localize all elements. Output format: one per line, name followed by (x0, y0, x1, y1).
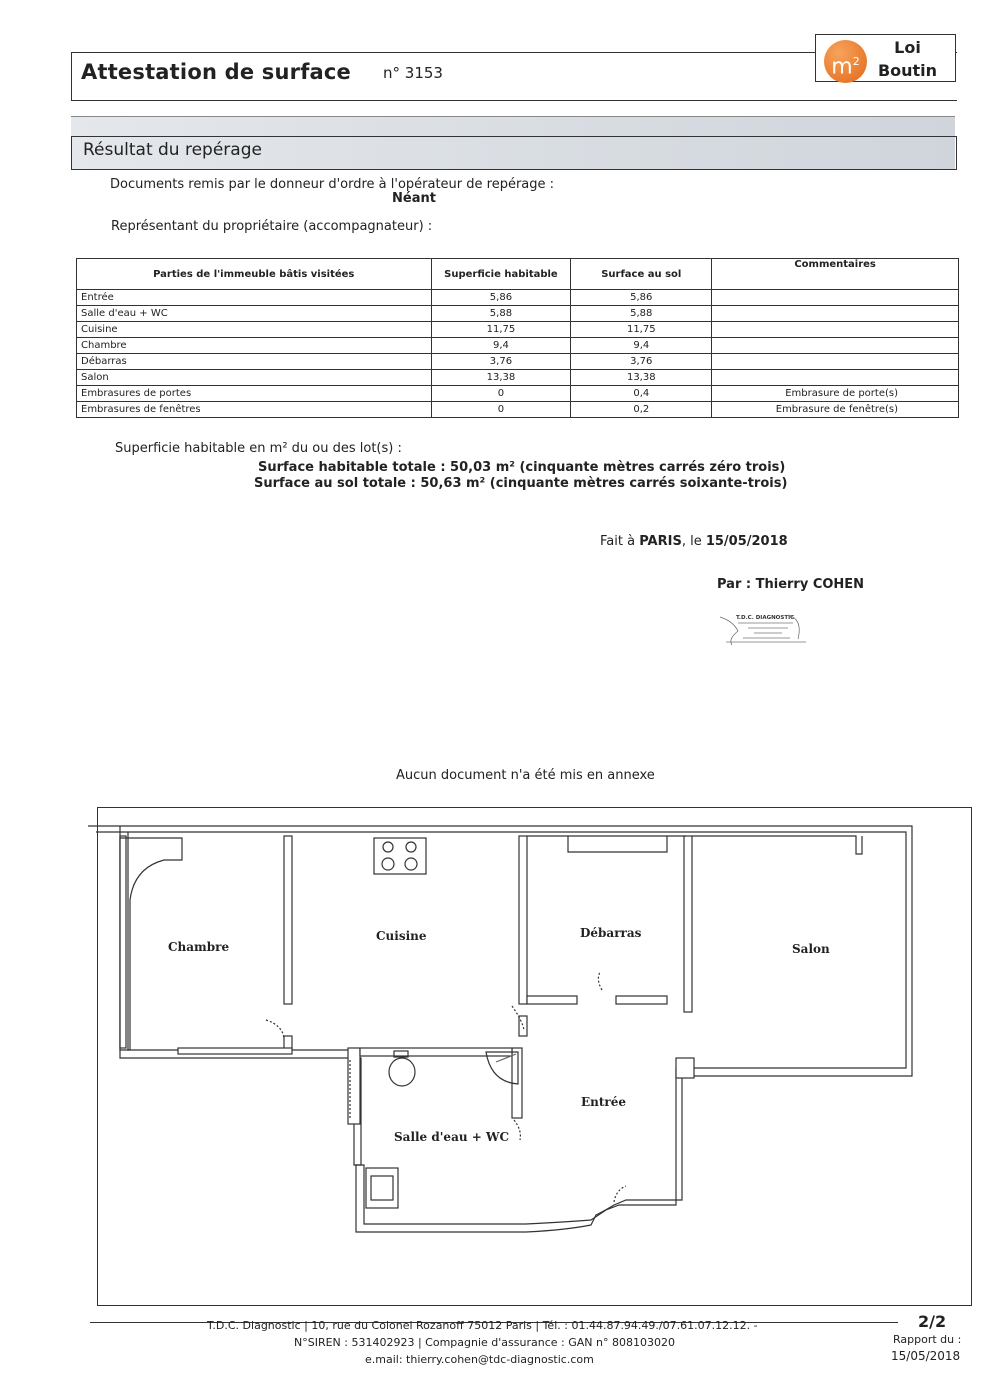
column-header: Commentaires (712, 259, 959, 290)
signature-stamp (718, 609, 808, 649)
footer-siren: N°SIREN : 531402923 | Compagnie d'assurance : GAN n° 808103020 (294, 1336, 675, 1349)
page-number: 2/2 (918, 1312, 947, 1331)
table-cell (712, 354, 959, 370)
stamp-title: T.D.C. DIAGNOSTIC (736, 615, 795, 621)
table-cell: 3,76 (571, 354, 712, 370)
table-cell: 0 (431, 402, 571, 418)
table-row (77, 370, 959, 386)
table-row (77, 306, 959, 322)
total-sol: Surface au sol totale : 50,63 m² (cinquante mètres carrés soixante-trois) (254, 476, 788, 491)
logo-line-2: Boutin (877, 61, 938, 80)
annexe-note: Aucun document n'a été mis en annexe (396, 768, 655, 783)
representative-label: Représentant du propriétaire (accompagnateur) : (111, 219, 433, 234)
table-row (77, 338, 959, 354)
room-label-debarras: Débarras (580, 926, 642, 940)
report-label: Rapport du : (893, 1333, 962, 1346)
table-cell: 13,38 (571, 370, 712, 386)
table-row (77, 354, 959, 370)
documents-label: Documents remis par le donneur d'ordre à l'opérateur de repérage : (110, 177, 555, 192)
room-label-cuisine: Cuisine (376, 929, 427, 943)
room-label-chambre: Chambre (168, 940, 230, 954)
table-cell: 5,88 (431, 306, 571, 322)
logo-line-1: Loi (894, 38, 921, 57)
table-cell: 0,2 (571, 402, 712, 418)
rooms-table (76, 258, 959, 418)
table-cell: 5,86 (431, 290, 571, 306)
section-title: Résultat du repérage (83, 140, 262, 160)
table-cell (712, 290, 959, 306)
room-label-salon: Salon (792, 942, 830, 956)
table-row (77, 290, 959, 306)
footer-email: e.mail: thierry.cohen@tdc-diagnostic.com (365, 1353, 594, 1366)
table-header-row (77, 259, 959, 290)
table-row (77, 402, 959, 418)
table-cell: Salon (77, 370, 432, 386)
documents-value: Néant (392, 191, 436, 206)
room-label-salle-eau: Salle d'eau + WC (394, 1130, 510, 1144)
table-cell (712, 322, 959, 338)
table-cell: Entrée (77, 290, 432, 306)
m2-logo-icon: $m^2$ (824, 40, 867, 83)
table-cell (712, 306, 959, 322)
table-row (77, 386, 959, 402)
table-cell: 11,75 (571, 322, 712, 338)
table-cell: Embrasures de portes (77, 386, 432, 402)
table-cell: 9,4 (431, 338, 571, 354)
table-cell: Embrasure de porte(s) (712, 386, 959, 402)
signed-by: Par : Thierry COHEN (717, 577, 865, 592)
place-date: Fait à PARIS, le 15/05/2018 (600, 534, 788, 549)
column-header: Superficie habitable (431, 259, 571, 290)
table-cell: 3,76 (431, 354, 571, 370)
table-row (77, 322, 959, 338)
floor-plan (86, 820, 926, 1250)
table-cell: 11,75 (431, 322, 571, 338)
column-header: Surface au sol (571, 259, 712, 290)
room-label-entree: Entrée (581, 1095, 627, 1109)
table-cell: Chambre (77, 338, 432, 354)
report-date: 15/05/2018 (891, 1349, 961, 1363)
table-cell: 13,38 (431, 370, 571, 386)
table-cell: 9,4 (571, 338, 712, 354)
superficie-label: Superficie habitable en m² du ou des lot(s) : (115, 441, 402, 456)
table-cell: 0,4 (571, 386, 712, 402)
table-cell: Embrasure de fenêtre(s) (712, 402, 959, 418)
table-cell: 0 (431, 386, 571, 402)
table-cell: Salle d'eau + WC (77, 306, 432, 322)
document-title: Attestation de surface (81, 60, 351, 84)
footer-address: T.D.C. Diagnostic | 10, rue du Colonel Rozanoff 75012 Paris | Tél. : 01.44.87.94.49./07.61.07.12.12. - (207, 1319, 758, 1332)
table-cell: Débarras (77, 354, 432, 370)
column-header: Parties de l'immeuble bâtis visitées (77, 259, 432, 290)
table-cell: 5,86 (571, 290, 712, 306)
table-cell: Cuisine (77, 322, 432, 338)
document-number: n° 3153 (383, 64, 443, 82)
table-cell (712, 338, 959, 354)
table-cell: Embrasures de fenêtres (77, 402, 432, 418)
table-cell (712, 370, 959, 386)
table-cell: 5,88 (571, 306, 712, 322)
total-habitable: Surface habitable totale : 50,03 m² (cinquante mètres carrés zéro trois) (258, 460, 786, 475)
